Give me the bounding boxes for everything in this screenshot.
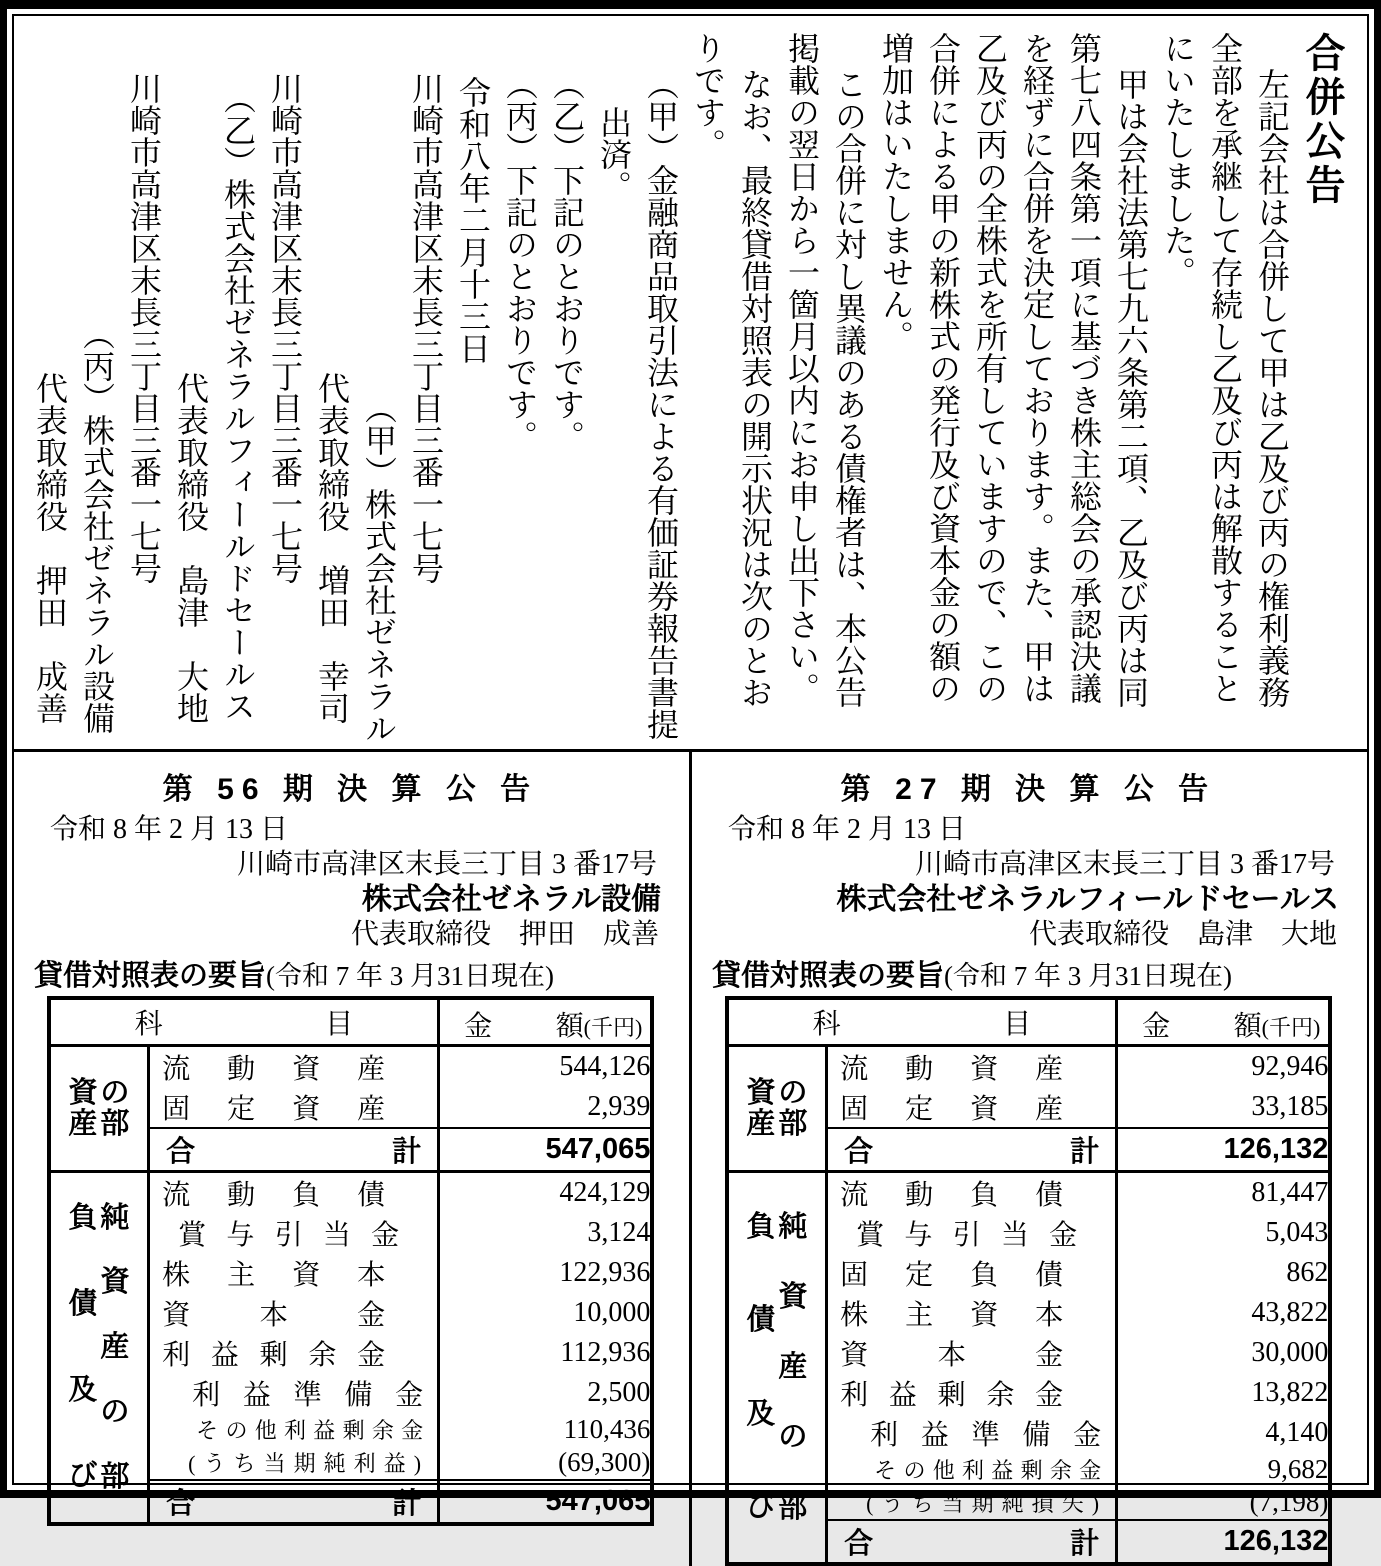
column-header-amount: 金 額 (千円) — [1142, 1011, 1321, 1042]
balance-sheet-title: 貸借対照表の要旨 — [712, 960, 945, 992]
company-hei-address: 川崎市高津区末長三丁目三番一七号 — [126, 72, 162, 584]
table-row: 固 定 資 産 33,185 — [727, 1087, 1331, 1128]
report-address: 川崎市高津区末長三丁目 3 番17号 — [236, 849, 657, 880]
notice-line: を経ずに合併を決定しております。また、甲は — [1019, 32, 1055, 704]
liabilities-total-row: 合 計 547,065 — [49, 1480, 653, 1524]
report-officer: 代表取締役 押田 成善 — [350, 919, 659, 950]
table-row: 資 本 金 10,000 — [49, 1293, 653, 1333]
table-row: 固 定 負 債 862 — [727, 1253, 1331, 1293]
balance-sheet-table — [725, 996, 1333, 1566]
company-kou-address: 川崎市高津区末長三丁目三番一七号 — [408, 72, 444, 584]
notice-line: 乙及び丙の全株式を所有していますので、この — [972, 32, 1008, 704]
report-date: 令和 8 年 2 月 13 日 — [50, 814, 289, 845]
table-row: そ の 他 利 益 剰 余 金 110,436 — [196, 1414, 651, 1444]
report-heading: 第 27 期 決 算 公 告 — [840, 773, 1217, 806]
notice-line: 掲載の翌日から一箇月以内にお申し出下さい。 — [784, 32, 820, 704]
section-label-assets: 資 産 の 部 — [49, 1046, 149, 1172]
liabilities-total-row: 合 計 126,132 — [727, 1520, 1331, 1564]
report-address: 川崎市高津区末長三丁目 3 番17号 — [914, 849, 1335, 880]
notice-line: 合併による甲の新株式の発行及び資本金の額の — [925, 32, 961, 704]
merger-notice — [14, 16, 1367, 749]
column-header-amount: 金 額 (千円) — [464, 1011, 643, 1042]
report-company-name: 株式会社ゼネラル設備 — [361, 883, 661, 916]
assets-total-row: 合 計 126,132 — [727, 1128, 1331, 1172]
table-row: 資 本 金 30,000 — [727, 1333, 1331, 1373]
notice-line: 増加はいたしません。 — [878, 32, 914, 352]
balance-sheet-asof-date: (令和 7 年 3 月31日現在) — [944, 961, 1232, 991]
report-date: 令和 8 年 2 月 13 日 — [728, 814, 967, 845]
notice-line-kou-disclosure: （甲）金融商品取引法による有価証券報告書提 — [643, 68, 679, 740]
balance-sheet-caption — [34, 953, 667, 994]
notice-line-hei-disclosure: （丙）下記のとおりです。 — [502, 68, 538, 452]
table-row: 株 主 資 本 122,936 — [49, 1253, 653, 1293]
table-row: 賞 与 引 当 金 3,124 — [49, 1213, 653, 1253]
notice-line: なお、最終貸借対照表の開示状況は次のとお — [737, 68, 773, 708]
section-label-assets: 資 産 の 部 — [727, 1046, 827, 1172]
table-row: 負 債 及 び 純 資 産 の 部 流 動 負 債 424,129 — [49, 1172, 653, 1214]
table-row: ( う ち 当 期 純 利 益 ) (69,300) — [49, 1446, 653, 1480]
balance-sheet-caption — [712, 953, 1345, 994]
company-otsu-name: （乙）株式会社ゼネラルフィールドセールス — [220, 82, 256, 722]
company-hei-name: （丙）株式会社ゼネラル設備 — [79, 318, 115, 734]
notice-line: 甲は会社法第七九六条第二項、乙及び丙は同 — [1113, 68, 1149, 708]
company-kou-name: （甲）株式会社ゼネラル — [361, 392, 397, 744]
table-row: 賞 与 引 当 金 5,043 — [727, 1213, 1331, 1253]
closing-announcements — [14, 752, 1367, 1566]
table-row: 資 産 の 部 流 動 資 産 92,946 — [727, 1046, 1331, 1088]
assets-total-row: 合 計 547,065 — [49, 1128, 653, 1172]
notice-line: 左記会社は合併して甲は乙及び丙の権利義務 — [1254, 68, 1290, 708]
section-label-liabilities: 負 債 及 び 純 資 産 の 部 — [49, 1172, 149, 1525]
report-officer: 代表取締役 島津 大地 — [1028, 919, 1337, 950]
table-row: 利 益 準 備 金 4,140 — [727, 1413, 1331, 1453]
table-header-row — [49, 998, 653, 1046]
notice-line: 第七八四条第一項に基づき株主総会の承認決議 — [1066, 32, 1102, 704]
report-company-name: 株式会社ゼネラルフィールドセールス — [836, 883, 1339, 916]
notice-title: 合併公告 — [1300, 32, 1344, 208]
amount-unit: (千円) — [583, 1015, 643, 1040]
company-kou-officer: 代表取締役 増田 幸司 — [314, 372, 350, 724]
report-term27 — [692, 752, 1367, 1566]
balance-sheet-title: 貸借対照表の要旨 — [34, 960, 267, 992]
table-row: 利 益 剰 余 金 112,936 — [49, 1333, 653, 1373]
notice-line: りです。 — [690, 32, 726, 160]
notice-date: 令和八年二月十三日 — [455, 76, 491, 364]
company-otsu-officer: 代表取締役 島津 大地 — [173, 372, 209, 724]
balance-sheet-asof-date: (令和 7 年 3 月31日現在) — [266, 961, 554, 991]
table-header-row — [727, 998, 1331, 1046]
notice-line: 出済。 — [596, 106, 632, 202]
table-row: ( う ち 当 期 純 損 失 ) (7,198) — [727, 1486, 1331, 1520]
report-term56 — [14, 752, 689, 1566]
notice-line: この合併に対し異議のある債権者は、本公告 — [831, 68, 867, 708]
column-header-subject: 科 目 — [134, 1009, 354, 1040]
table-row: 資 産 の 部 流 動 資 産 544,126 — [49, 1046, 653, 1088]
notice-line-otsu-disclosure: （乙）下記のとおりです。 — [549, 68, 585, 452]
company-hei-officer: 代表取締役 押田 成善 — [32, 372, 68, 724]
table-row: そ の 他 利 益 剰 余 金 9,682 — [874, 1454, 1329, 1484]
notice-line: 全部を承継して存続し乙及び丙は解散すること — [1207, 32, 1243, 704]
table-row: 負 債 及 び 純 資 産 の 部 流 動 負 債 81,447 — [727, 1172, 1331, 1214]
amount-unit: (千円) — [1261, 1015, 1321, 1040]
table-row: 利 益 準 備 金 2,500 — [49, 1373, 653, 1413]
report-heading: 第 56 期 決 算 公 告 — [162, 773, 539, 806]
table-row: 利 益 剰 余 金 13,822 — [727, 1373, 1331, 1413]
table-row: 固 定 資 産 2,939 — [49, 1087, 653, 1128]
company-otsu-address: 川崎市高津区末長三丁目三番一七号 — [267, 72, 303, 584]
balance-sheet-table — [47, 996, 655, 1526]
section-label-liabilities: 負 債 及 び 純 資 産 の 部 — [727, 1172, 827, 1565]
notice-line: にいたしました。 — [1160, 32, 1196, 288]
table-row: 株 主 資 本 43,822 — [727, 1293, 1331, 1333]
gazette-inner-frame — [12, 14, 1369, 1560]
column-header-subject: 科 目 — [812, 1009, 1032, 1040]
